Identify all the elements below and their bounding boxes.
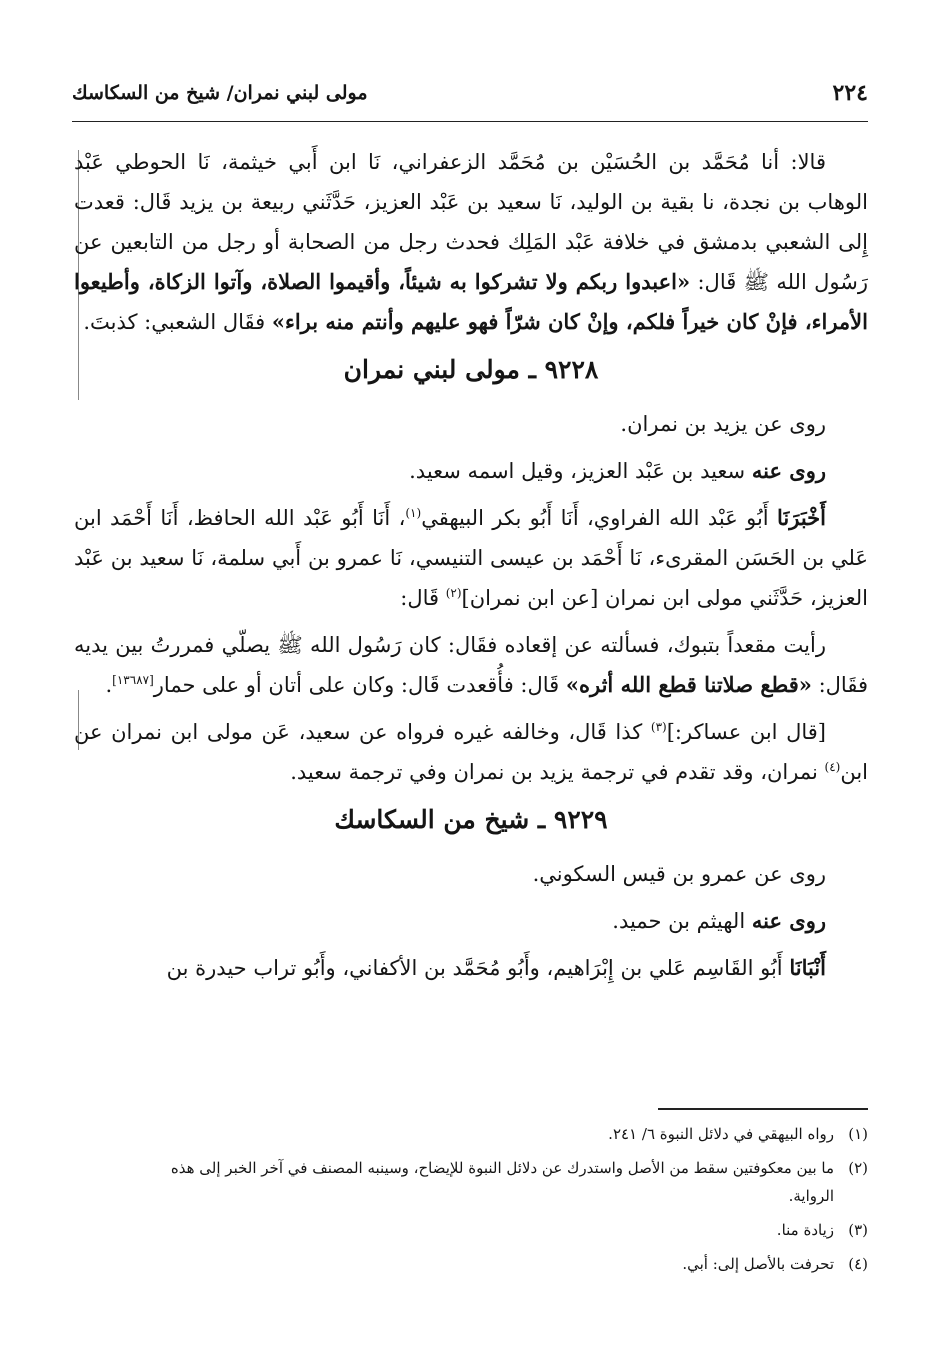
isnad-paragraph: أَخْبَرَنَا أَبُو عَبْد الله الفراوي، أَنَا أَبُو بكر البيهقي$^{(١)}$، أَنَا أَبُو عَبْد الله الحافظ، أَنَا أَحْمَد ابن عَلي بن الحَسَن المقرىء، نَا أَحْمَد بن عيسى التنيسي، نَا عمرو بن أَبي سلمة، نَا سعيد بن عَبْد العزيز، حَدَّثَني مولى ابن نمران [عن ابن نمران]$^{(٢)}$ قَال:: [74, 505, 868, 610]
footnote-ref-3: (٣): [650, 720, 667, 734]
isnad-paragraph: أَنْبَانَا أَبُو القَاسِم عَلي بن إِبْرَاهيم، وأَبُو مُحَمَّد بن الأكفاني، وأَبُو تراب حيدرة بن: [166, 955, 826, 980]
running-title: مولى لبني نمران/ شيخ من السكاسك: [72, 82, 368, 104]
entry-heading-9229: ٩٢٢٩ ـ شيخ من السكاسك: [334, 805, 608, 834]
hadith-reference-number: [١٣٦٨٧]: [112, 673, 154, 687]
narrated-from: روى عن يزيد بن نمران.: [620, 412, 826, 436]
footnote: (١)رواه البيهقي في دلائل النبوة ٦/ ٢٤١.: [608, 1125, 868, 1143]
story-paragraph: رأيت مقعداً بتبوك، فسألته عن إقعاده فقَال: كان رَسُول الله ﷺ يصلّي فمررتُ بين يديه فقَال: «قطع صلاتنا قطع الله أثره» قَال: فأُقعدت قَال: وكان على أتان أو على حمار[١٣٦٨٧].: [74, 633, 868, 697]
footnote-rule: [658, 1108, 868, 1110]
main-text: [74, 142, 868, 995]
paragraph-hadith: قالا: أنا مُحَمَّد بن الحُسَيْن بن مُحَمَّد الزعفراني، نَا ابن أَبي خيثمة، نَا الحوطي عَبْد الوهاب بن نجدة، نا بقية بن الوليد، نَا سعيد بن عَبْد العزيز، حَدَّثَني ربيعة بن يزيد قَال: قعدت إِلى الشعبي بدمشق في خلافة عَبْد المَلِك فحدث رجل من الصحابة أو رجل من التابعين عن رَسُول الله ﷺ قَال: «اعبدوا ربكم ولا تشركوا به شيئاً، وأقيموا الصلاة، وآتوا الزكاة، وأطيعوا الأمراء، فإنْ كان خيراً فلكم، وإنْ كان شرّاً فهو عليهم وأنتم منه براء» فقَال الشعبي: كذبتَ.: [74, 150, 868, 334]
running-header: [72, 76, 868, 110]
footnote: (٤)تحرفت بالأصل إلى: أبي.: [682, 1255, 868, 1273]
footnote: (٢)ما بين معكوفتين سقط من الأصل واستدرك عن دلائل النبوة للإيضاح، وسينبه المصنف في آخر الخبر إلى هذه الرواية.: [170, 1159, 868, 1205]
narrated-from: روى عن عمرو بن قيس السكوني.: [532, 862, 826, 886]
footnote-ref-1: (١): [405, 506, 422, 520]
footnote-ref-4: (٤): [824, 760, 841, 774]
entry-heading-9228: ٩٢٢٨ ـ مولى لبني نمران: [343, 355, 599, 384]
footnote: (٣)زيادة منا.: [776, 1221, 868, 1239]
editor-note: [قال ابن عساكر:]$^{(٣)}$ كذا قَال، وخالفه غيره فرواه عن سعيد، عَن مولى ابن نمران عن ابن$^{(٤)}$ نمران، وقد تقدم في ترجمة يزيد بن نمران وفي ترجمة سعيد.: [74, 720, 868, 784]
footnotes: [74, 1120, 868, 1284]
page-number: ٢٢٤: [832, 80, 868, 106]
footnote-ref-2: (٢): [445, 586, 462, 600]
narrated-by: روى عنه الهيثم بن حميد.: [612, 908, 826, 933]
header-rule: [72, 121, 868, 122]
narrated-by: روى عنه سعيد بن عَبْد العزيز، وقيل اسمه سعيد.: [409, 458, 826, 483]
